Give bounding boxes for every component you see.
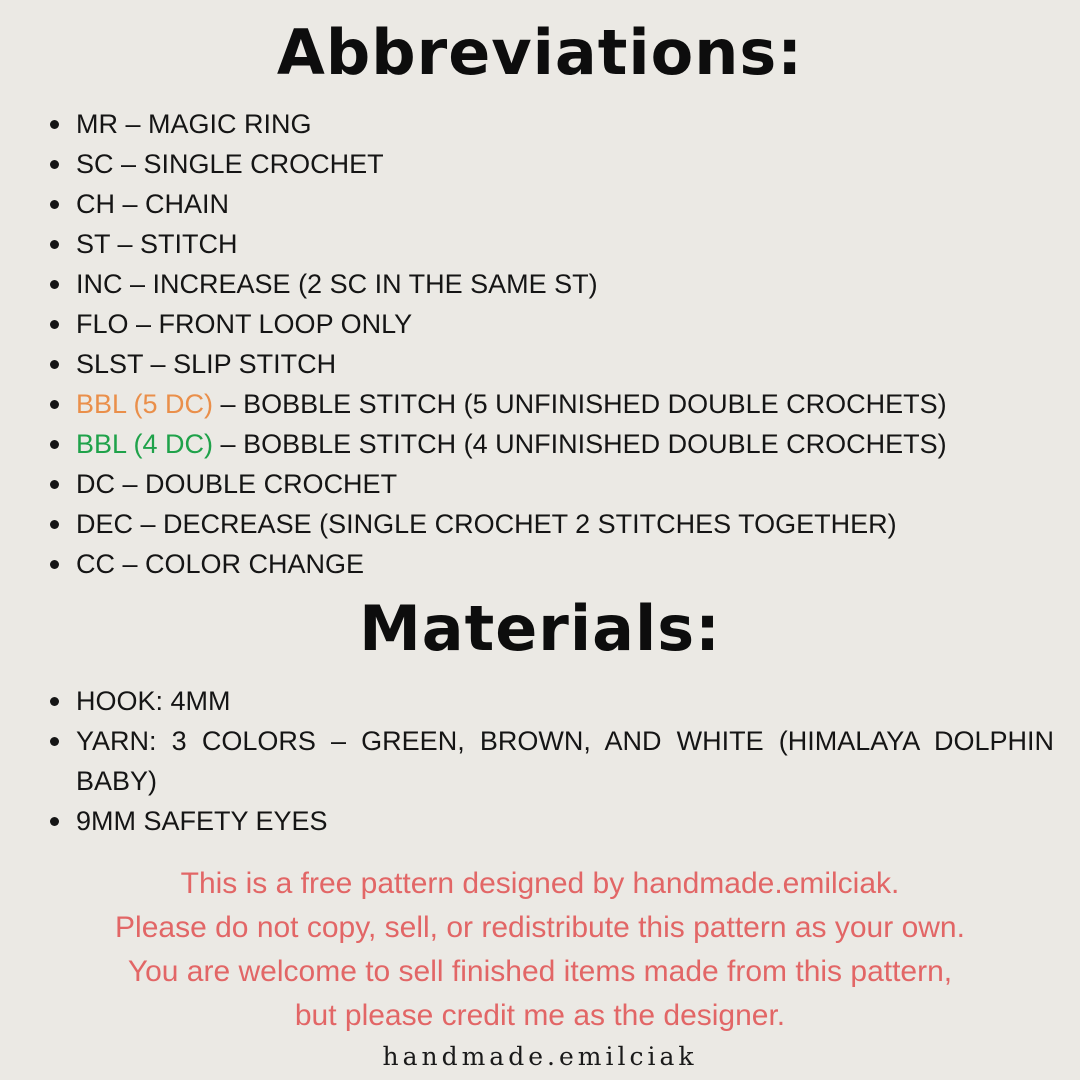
abbr-term: MR (76, 109, 118, 139)
abbr-separator: – (143, 349, 174, 379)
abbr-separator: – (113, 149, 144, 179)
abbr-description: BOBBLE STITCH (5 UNFINISHED DOUBLE CROCHETS) (243, 389, 947, 419)
list-item-slst (40, 344, 1054, 384)
notice-line: Please do not copy, sell, or redistribute this pattern as your own. (115, 911, 965, 944)
abbr-term: CH (76, 189, 115, 219)
list-item-safety-eyes: 9MM SAFETY EYES (40, 801, 1054, 841)
abbr-description: INCREASE (2 SC IN THE SAME ST) (152, 269, 598, 299)
abbr-term: DEC (76, 509, 134, 539)
list-item-hook: HOOK: 4MM (40, 681, 1054, 721)
abbreviations-list (40, 104, 1054, 584)
materials-heading: Materials: (359, 592, 721, 665)
abbr-separator: – (115, 189, 146, 219)
list-item-dec (40, 504, 1054, 544)
abbr-separator: – (213, 429, 244, 459)
abbr-separator: – (115, 549, 146, 579)
abbr-description: DECREASE (SINGLE CROCHET 2 STITCHES TOGETHER) (163, 509, 897, 539)
abbr-description: DOUBLE CROCHET (145, 469, 398, 499)
list-item-yarn: YARN: 3 COLORS – GREEN, BROWN, AND WHITE (HIMALAYA DOLPHIN BABY) (40, 721, 1054, 801)
abbr-description: SLIP STITCH (173, 349, 337, 379)
list-item-st (40, 224, 1054, 264)
abbr-term: CC (76, 549, 115, 579)
abbr-term: SLST (76, 349, 144, 379)
list-item-inc (40, 264, 1054, 304)
abbr-description: CHAIN (145, 189, 230, 219)
abbr-term: DC (76, 469, 115, 499)
abbr-separator: – (110, 229, 141, 259)
list-item-dc (40, 464, 1054, 504)
list-item-flo (40, 304, 1054, 344)
abbr-description: COLOR CHANGE (145, 549, 365, 579)
copyright-notice (0, 862, 1080, 1038)
abbr-description: MAGIC RING (148, 109, 312, 139)
notice-line: This is a free pattern designed by handmade.emilciak. (180, 867, 900, 900)
list-item-ch (40, 184, 1054, 224)
abbr-term-highlight-orange: BBL (5 DC) (76, 389, 214, 419)
abbr-description: BOBBLE STITCH (4 UNFINISHED DOUBLE CROCHETS) (243, 429, 947, 459)
abbr-term: FLO (76, 309, 129, 339)
list-item-cc (40, 544, 1054, 584)
list-item-bbl-4dc (40, 424, 1054, 464)
abbreviations-heading: Abbreviations: (276, 16, 804, 89)
abbr-description: SINGLE CROCHET (143, 149, 384, 179)
abbr-term: INC (76, 269, 123, 299)
abbr-separator: – (118, 109, 149, 139)
abbr-separator: – (213, 389, 244, 419)
abbr-separator: – (133, 509, 164, 539)
abbr-term: SC (76, 149, 114, 179)
abbr-separator: – (122, 269, 153, 299)
abbr-term-highlight-green: BBL (4 DC) (76, 429, 214, 459)
abbr-term: ST (76, 229, 111, 259)
notice-line: You are welcome to sell finished items made from this pattern, (127, 955, 953, 988)
abbr-separator: – (128, 309, 159, 339)
notice-line: but please credit me as the designer. (294, 999, 786, 1032)
list-item-mr (40, 104, 1054, 144)
designer-signature: handmade.emilciak (382, 1042, 698, 1071)
list-item-sc (40, 144, 1054, 184)
abbr-separator: – (115, 469, 146, 499)
abbr-description: FRONT LOOP ONLY (158, 309, 413, 339)
abbr-description: STITCH (140, 229, 238, 259)
list-item-bbl-5dc (40, 384, 1054, 424)
materials-list (40, 681, 1054, 841)
